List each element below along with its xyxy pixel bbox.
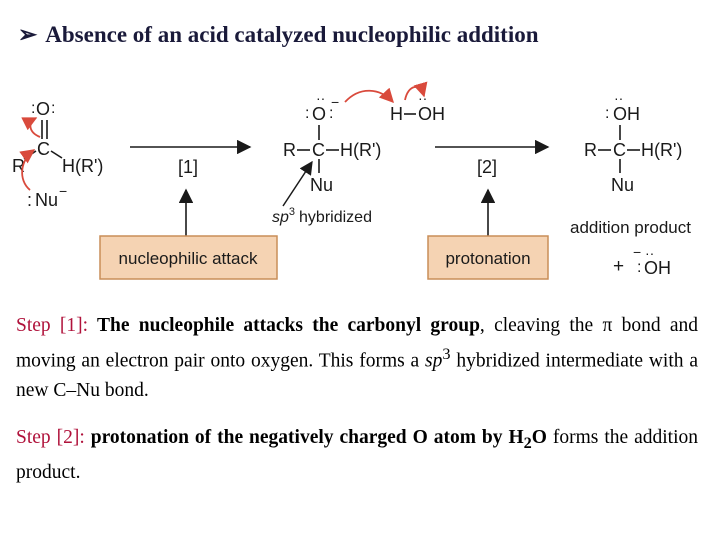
intermediate-oxygen-left-dots: : — [305, 105, 310, 122]
intermediate-oxygen-right-dots: : — [329, 105, 334, 122]
hydroxide-oh: OH — [644, 258, 671, 278]
bullet-arrow-icon: ➢ — [18, 22, 38, 47]
step1-sp: sp — [425, 350, 443, 372]
reactant-oxygen: O — [36, 99, 51, 119]
reactant-r-group: R — [12, 156, 25, 176]
reactant-hr-group: H(R') — [62, 156, 104, 176]
step2-bold-text-b: O — [531, 427, 547, 448]
step1-sup: 3 — [442, 345, 451, 363]
sp3-label-sup: 3 — [288, 206, 296, 218]
addition-product-label: addition product — [570, 218, 691, 237]
intermediate-oxygen: O — [312, 104, 327, 124]
step1-bold-text: The nucleophile attacks the carbonyl group — [88, 315, 480, 336]
nucleophile-lone-pair-dots: : — [27, 190, 33, 210]
reactant-oxygen-lone-pair-dots: : — [31, 100, 36, 117]
water-oh: OH — [418, 104, 445, 124]
step2-bold-text-a: protonation of the negatively charged O atom by H — [84, 427, 524, 448]
nucleophile-charge: − — [59, 183, 68, 199]
protonation-curved-arrow-1 — [345, 91, 393, 102]
intermediate-nu-group: Nu — [310, 175, 334, 195]
step2-text: forms the addition product. — [16, 427, 698, 483]
product-oh: OH — [613, 104, 640, 124]
sp3-label-sp: sp — [272, 209, 289, 226]
sp3-label-hybridized: hybridized — [299, 209, 372, 226]
nucleophile: Nu — [35, 190, 59, 210]
step2-sub: 2 — [523, 433, 532, 452]
water-oxygen-dots: ·· — [418, 90, 428, 106]
intermediate-hr-group: H(R') — [340, 140, 382, 160]
product-nu-group: Nu — [611, 175, 635, 195]
product-oxygen-dots: ·· — [614, 90, 624, 106]
step2-description — [16, 423, 698, 487]
step1-label: [1] — [178, 157, 199, 177]
protonation-label: protonation — [445, 249, 531, 268]
reactant-structure — [12, 99, 103, 210]
sp3-label — [272, 206, 372, 226]
step2-text-label: Step [2]: — [16, 427, 85, 448]
intermediate-r-group: R — [283, 140, 296, 160]
step1-text-label: Step [1]: — [16, 315, 89, 336]
water-molecule — [345, 87, 445, 124]
reactant-carbon: C — [37, 139, 50, 159]
intermediate-oxygen-charge: − — [331, 94, 340, 110]
step1-description — [16, 311, 698, 405]
pi-bond-curved-arrow — [30, 118, 40, 137]
product-r-group: R — [584, 140, 597, 160]
reactant-oxygen-lone-pair-dots-right: : — [51, 100, 56, 117]
byproduct-plus: + — [613, 256, 625, 277]
product-structure — [584, 90, 682, 195]
hydroxide-left-dots: : — [637, 259, 642, 276]
intermediate-oxygen-top-dots: ·· — [316, 90, 326, 106]
hydroxide-top-dots: ·· — [645, 245, 655, 261]
intermediate-structure — [283, 90, 381, 195]
step1-text-a: , cleaving the π bond and moving an electron pair onto oxygen. This forms a — [16, 315, 698, 372]
sp3-pointer-arrow — [283, 162, 312, 206]
hydroxide-charge: − — [633, 244, 642, 260]
product-carbon: C — [613, 140, 626, 160]
intermediate-carbon: C — [312, 140, 325, 160]
step2-label: [2] — [477, 157, 498, 177]
product-hr-group: H(R') — [641, 140, 683, 160]
step1-text-b: hybridized intermediate with a new C–Nu bond. — [16, 350, 699, 401]
nucleophilic-attack-label: nucleophilic attack — [118, 249, 258, 268]
slide-title-text: Absence of an acid catalyzed nucleophilic addition — [45, 22, 539, 47]
water-hydrogen: H — [390, 104, 403, 124]
product-oxygen-left-dots: : — [605, 105, 610, 122]
